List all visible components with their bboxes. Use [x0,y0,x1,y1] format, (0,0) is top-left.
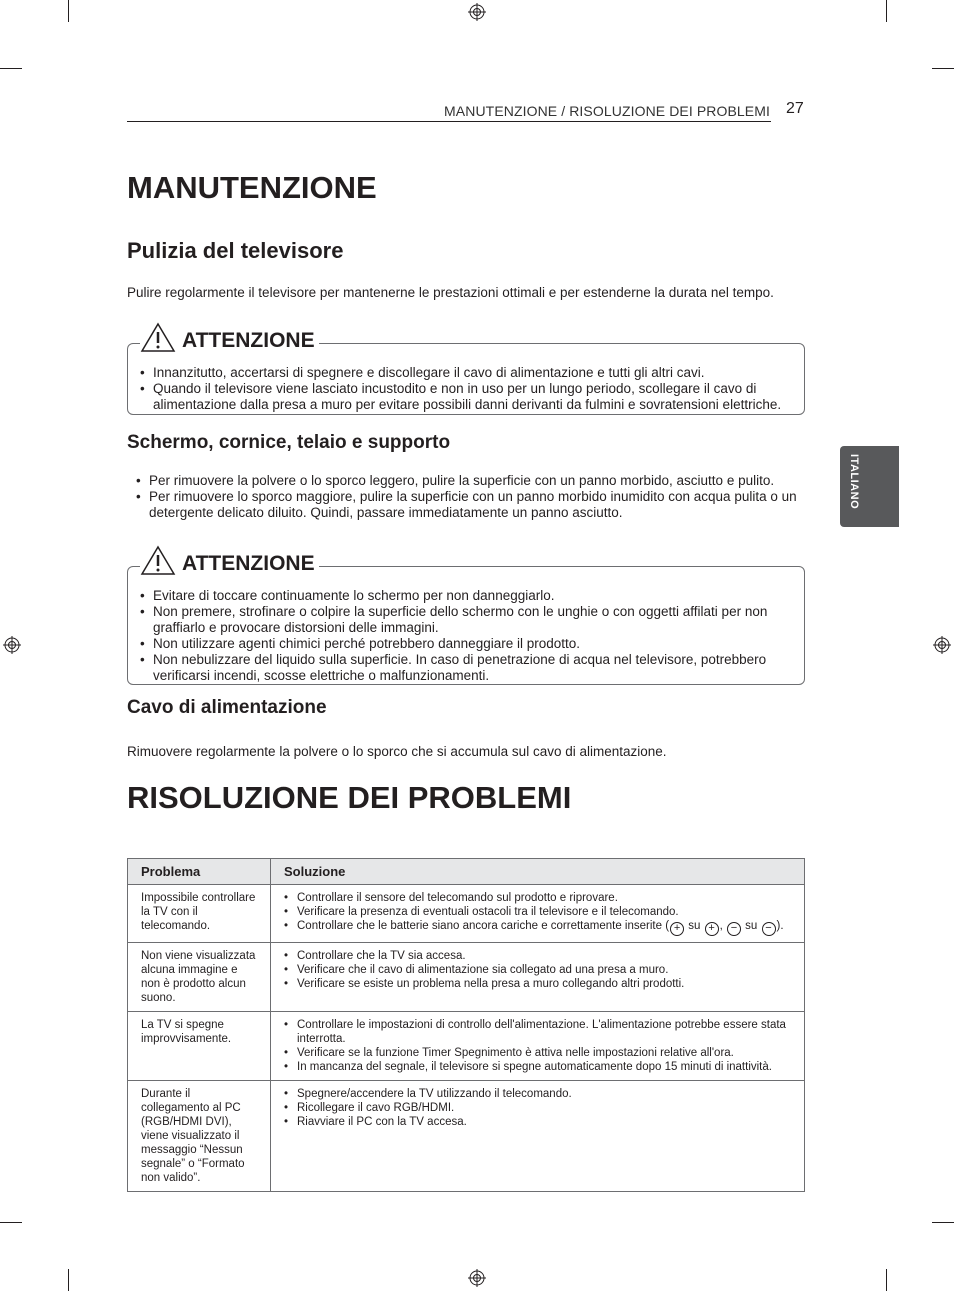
battery-text-suffix: ). [776,920,784,932]
battery-text-su: su [685,920,704,932]
plus-symbol-icon: + [705,922,719,936]
list-item: • Non utilizzare agenti chimici perché potrebbero danneggiare il prodotto. [140,636,790,652]
list-item: • Ricollegare il cavo RGB/HDMI. [284,1101,791,1115]
registration-mark-icon [3,636,21,654]
crop-mark [68,1269,69,1291]
language-tab-label: ITALIANO [848,454,860,510]
crop-mark [886,1269,887,1291]
solution-cell [271,885,805,943]
list-item: • Spegnere/accendere la TV utilizzando il telecomando. [284,1087,791,1101]
list-item: • Verificare la presenza di eventuali ostacoli tra il televisore e il telecomando. [284,905,791,919]
running-header: MANUTENZIONE / RISOLUZIONE DEI PROBLEMI [444,103,770,119]
section-heading-cleaning: Pulizia del televisore [127,238,344,263]
list-item: • Verificare se esiste un problema nella presa a muro collegando altri prodotti. [284,977,791,991]
page-number: 27 [786,100,804,117]
solution-cell [271,1081,805,1192]
caution-list [140,365,790,413]
problem-cell: Non viene visualizzata alcuna immagine e non è prodotto alcun suono. [128,943,271,1012]
power-cord-text: Rimuovere regolarmente la polvere o lo sporco che si accumula sul cavo di alimentazione. [127,744,667,759]
language-tab [840,446,899,527]
problem-cell: Impossibile controllare la TV con il telecomando. [128,885,271,943]
list-item: • In mancanza del segnale, il televisore si spegne automaticamente dopo 15 minuti di inattività. [284,1060,791,1074]
battery-text-sep: , [719,920,726,932]
list-item: • Controllare che la TV sia accesa. [284,949,791,963]
list-item: • Verificare che il cavo di alimentazione sia collegato ad una presa a muro. [284,963,791,977]
list-item: • Evitare di toccare continuamente lo schermo per non danneggiarlo. [140,588,790,604]
list-item: • Non nebulizzare del liquido sulla superficie. In caso di penetrazione di acqua nel televisore, potrebbero verificarsi incendi, scosse elettriche o malfunzionamenti. [140,652,790,684]
problem-cell: La TV si spegne improvvisamente. [128,1012,271,1081]
list-item: • Quando il televisore viene lasciato incustodito e non in uso per un lungo periodo, scollegare il cavo di alimentazione dalla presa a muro per evitare possibili danni derivanti da fulmini e sovratensioni elettriche. [140,381,790,413]
list-item: • Per rimuovere la polvere o lo sporco leggero, pulire la superficie con un panno morbido, asciutto e pulito. [136,473,806,489]
table-row [128,1081,805,1192]
battery-text-prefix: Controllare che le batterie siano ancora cariche e correttamente inserite ( [297,920,670,932]
crop-mark [0,1222,22,1223]
battery-text-su: su [741,920,761,932]
cleaning-intro: Pulire regolarmente il televisore per mantenerne le prestazioni ottimali e per estenderne la durata nel tempo. [127,285,774,300]
column-header-problem: Problema [128,859,271,885]
warning-triangle-icon [140,545,176,575]
section-heading-screen: Schermo, cornice, telaio e supporto [127,432,451,453]
caution-header [140,545,319,575]
minus-symbol-icon: − [727,922,741,936]
crop-mark [0,68,22,69]
crop-mark [886,0,887,22]
list-item [284,919,791,936]
crop-mark [932,68,954,69]
column-header-solution: Soluzione [271,859,805,885]
crop-mark [68,0,69,22]
troubleshooting-title: RISOLUZIONE DEI PROBLEMI [127,780,572,815]
list-item: • Non premere, strofinare o colpire la superficie dello schermo con le unghie o con oggetti affilati per non graffiarlo e provocare distorsioni delle immagini. [140,604,790,636]
list-item: • Controllare le impostazioni di controllo dell'alimentazione. L'alimentazione potrebbe essere stata interrotta. [284,1018,791,1046]
list-item: • Controllare il sensore del telecomando sul prodotto e riprovare. [284,891,791,905]
minus-symbol-icon: − [762,922,776,936]
list-item: • Per rimuovere lo sporco maggiore, pulire la superficie con un panno morbido inumidito con acqua pulita o un detergente delicato diluito. Quindi, passare immediatamente un panno asciutto. [136,489,806,521]
warning-triangle-icon [140,322,176,352]
problem-cell: Durante il collegamento al PC (RGB/HDMI DVI), viene visualizzato il messaggio “Nessun segnale” o “Formato non valido”. [128,1081,271,1192]
solution-cell [271,1012,805,1081]
plus-symbol-icon: + [670,922,684,936]
caution-header [140,322,319,352]
registration-mark-icon [468,1269,486,1287]
table-row [128,885,805,943]
list-item: • Verificare se la funzione Timer Spegnimento è attiva nelle impostazioni relative all'ora. [284,1046,791,1060]
header-rule [127,121,771,122]
registration-mark-icon [468,3,486,21]
caution-label: ATTENZIONE [182,552,315,575]
table-row [128,1012,805,1081]
page-title: MANUTENZIONE [127,170,377,205]
list-item: • Innanzitutto, accertarsi di spegnere e discollegare il cavo di alimentazione e tutti gli altri cavi. [140,365,790,381]
crop-mark [932,1222,954,1223]
table-row [128,943,805,1012]
caution-label: ATTENZIONE [182,329,315,352]
registration-mark-icon [933,636,951,654]
list-item: • Riavviare il PC con la TV accesa. [284,1115,791,1129]
troubleshooting-table [127,858,805,1192]
solution-cell [271,943,805,1012]
table-header-row [128,859,805,885]
screen-list [136,473,806,521]
section-heading-power-cord: Cavo di alimentazione [127,697,327,718]
caution-list [140,588,790,684]
